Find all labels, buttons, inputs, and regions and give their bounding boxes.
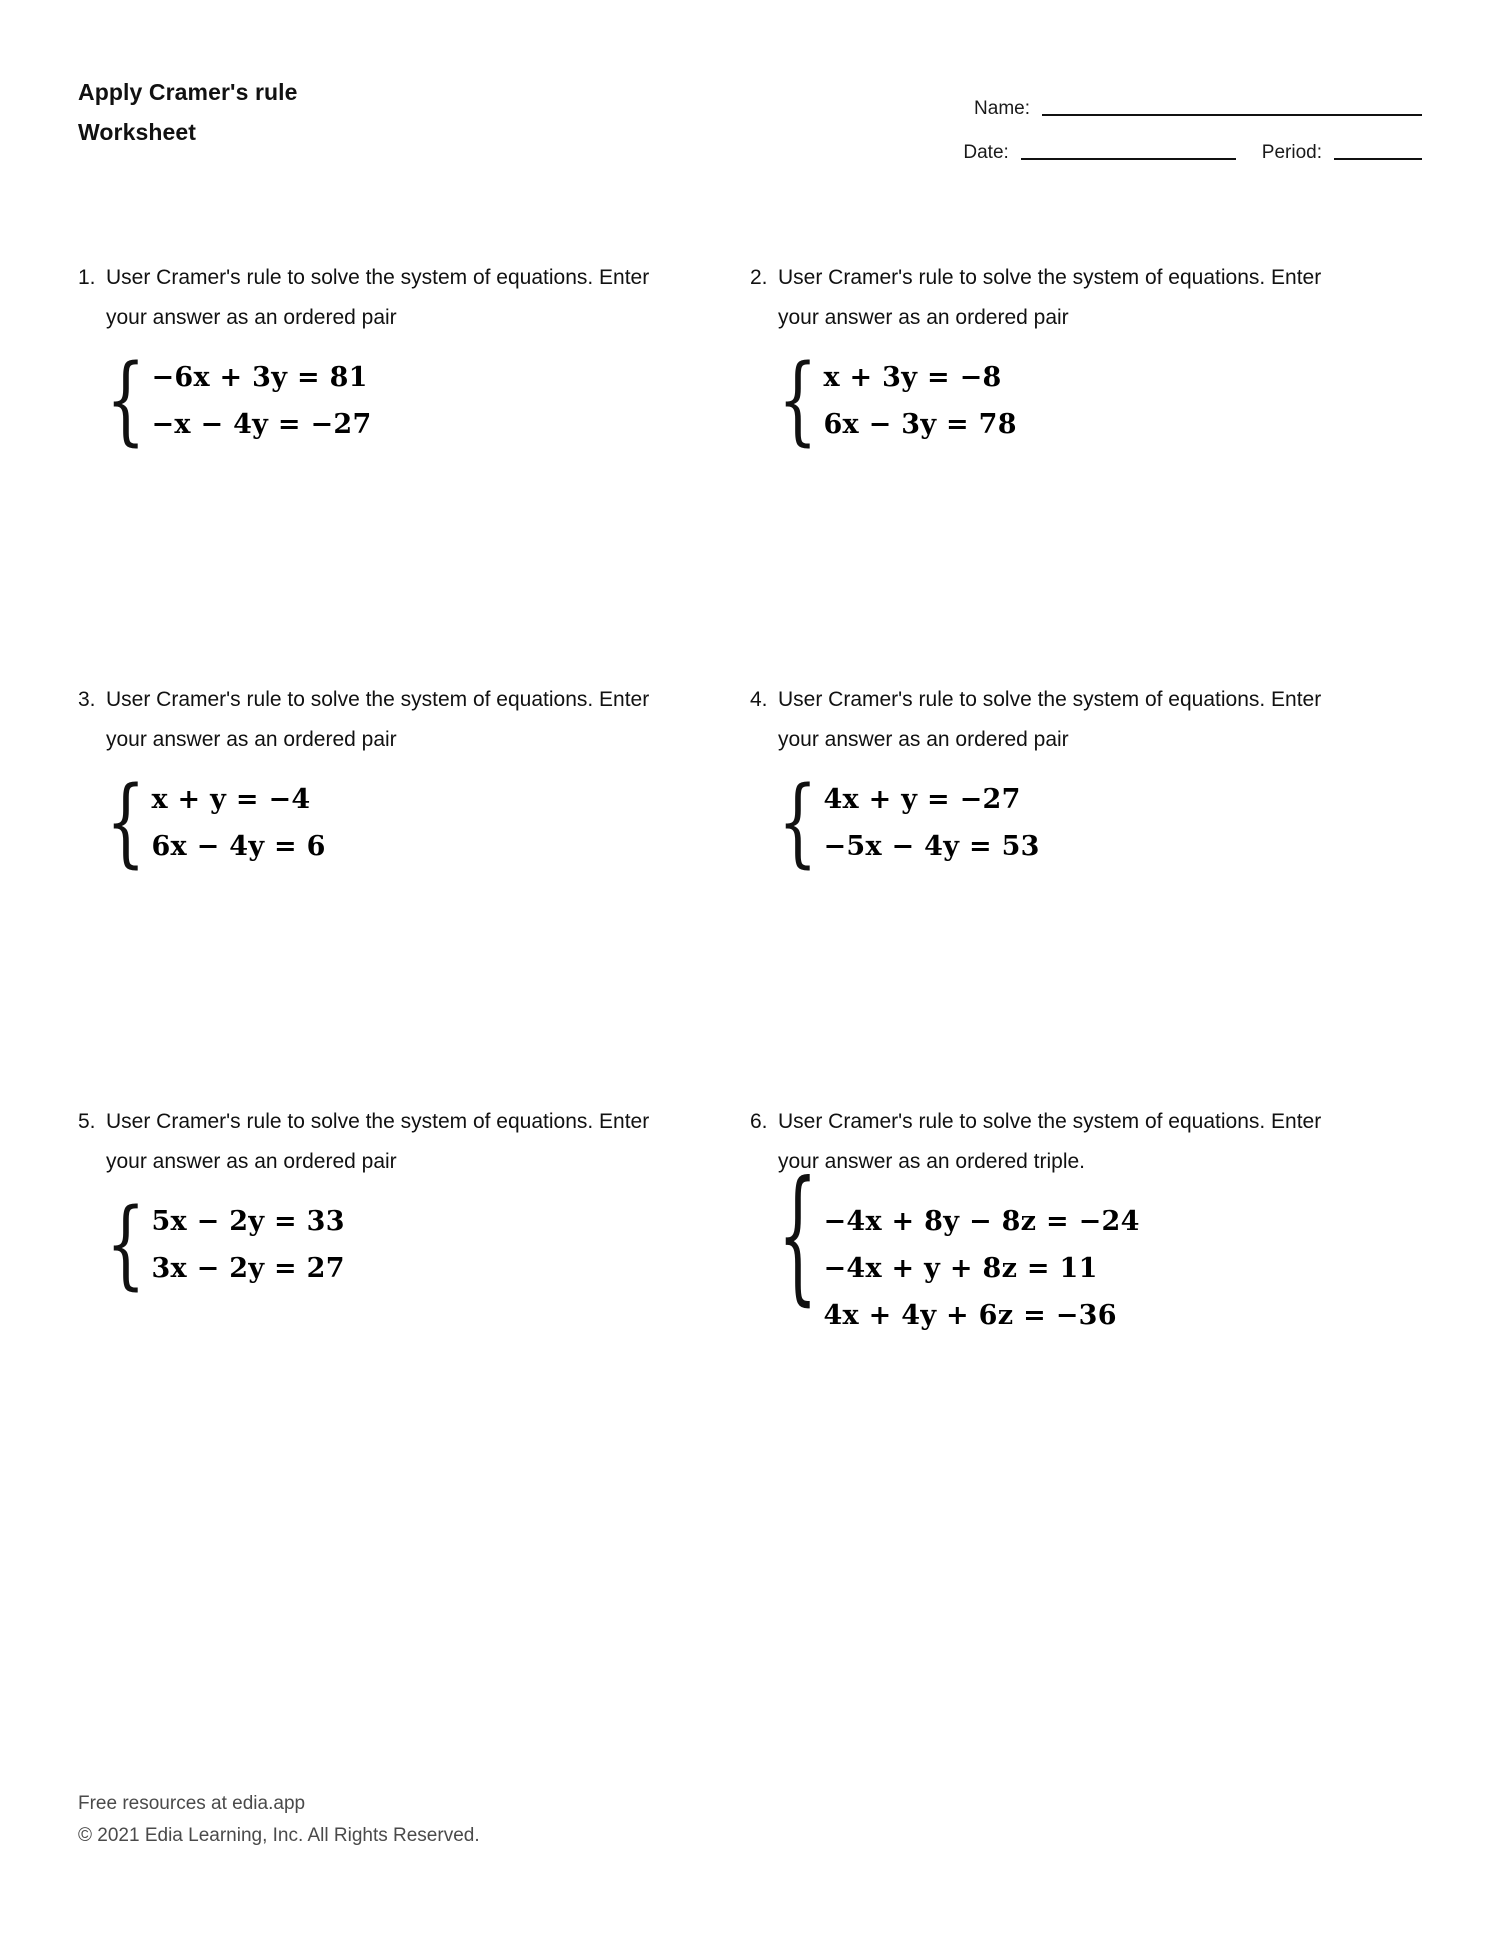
worksheet-title-line-2: Worksheet [78, 119, 197, 145]
worksheet-title-line-1: Apply Cramer's rule [78, 79, 298, 105]
equation: −6x + 3y = 81 [151, 362, 368, 393]
equation: −4x + y + 8z = 11 [823, 1253, 1098, 1284]
problem-5-prompt: User Cramer's rule to solve the system of equations. Enter your answer as an ordered pair [106, 1110, 650, 1173]
problem-4 [750, 680, 1422, 1102]
problem-6-system [778, 1148, 1392, 1339]
problem-4-heading [750, 680, 1392, 760]
problem-3-number: 3. [78, 688, 96, 711]
problem-2-heading [750, 258, 1392, 338]
problem-5-number: 5. [78, 1110, 96, 1133]
problem-4-number: 4. [750, 688, 768, 711]
problem-row [78, 680, 1422, 1102]
equation: x + 3y = −8 [823, 362, 1002, 393]
problem-1-prompt: User Cramer's rule to solve the system of equations. Enter your answer as an ordered pair [106, 266, 650, 329]
problem-1-number: 1. [78, 266, 96, 289]
problem-2-equations [823, 354, 1016, 448]
problem-row [78, 258, 1422, 680]
equation: 6x − 4y = 6 [151, 831, 326, 862]
equation: −5x − 4y = 53 [823, 831, 1040, 862]
problem-5-equations [151, 1198, 344, 1292]
left-brace-icon: { [778, 764, 818, 879]
problem-2 [750, 258, 1422, 680]
left-brace-icon: { [106, 342, 146, 457]
problem-6-number: 6. [750, 1110, 768, 1133]
problem-3-system [106, 764, 720, 879]
name-row [922, 78, 1422, 122]
problem-3-prompt: User Cramer's rule to solve the system of equations. Enter your answer as an ordered pair [106, 688, 650, 751]
left-brace-icon: { [106, 1186, 146, 1301]
problem-2-number: 2. [750, 266, 768, 289]
problem-6-heading [750, 1102, 1392, 1182]
student-info-block [922, 78, 1422, 166]
problem-1-equations [151, 354, 371, 448]
problem-3-heading [78, 680, 720, 760]
footer-resources-text: Free resources at edia.app [78, 1793, 306, 1814]
left-brace-icon: { [778, 1148, 818, 1320]
date-input-line[interactable] [1021, 158, 1236, 160]
page-title [78, 72, 598, 152]
problem-6-equations [823, 1198, 1139, 1339]
left-brace-icon: { [778, 342, 818, 457]
problem-4-equations [823, 776, 1039, 870]
problem-1-system [106, 342, 720, 457]
problem-5 [78, 1102, 750, 1532]
problem-4-system [778, 764, 1392, 879]
equation: 6x − 3y = 78 [823, 409, 1017, 440]
problem-3-equations [151, 776, 325, 870]
left-brace-icon: { [106, 764, 146, 879]
problem-3 [78, 680, 750, 1102]
problem-5-heading [78, 1102, 720, 1182]
date-label: Date: [963, 142, 1009, 163]
page-footer [78, 1788, 878, 1852]
problem-grid [78, 258, 1422, 1532]
equation: 3x − 2y = 27 [151, 1253, 345, 1284]
name-label: Name: [974, 98, 1030, 119]
period-input-line[interactable] [1334, 158, 1422, 160]
name-input-line[interactable] [1042, 114, 1422, 116]
problem-6 [750, 1102, 1422, 1532]
page-header [78, 72, 1422, 182]
equation: 4x + y = −27 [823, 784, 1021, 815]
equation: −4x + 8y − 8z = −24 [823, 1206, 1140, 1237]
problem-row [78, 1102, 1422, 1532]
period-label: Period: [1261, 142, 1322, 163]
equation: 5x − 2y = 33 [151, 1206, 345, 1237]
problem-6-prompt: User Cramer's rule to solve the system of equations. Enter your answer as an ordered triple. [778, 1110, 1322, 1173]
equation: x + y = −4 [151, 784, 311, 815]
problem-2-prompt: User Cramer's rule to solve the system of equations. Enter your answer as an ordered pair [778, 266, 1322, 329]
problem-1-heading [78, 258, 720, 338]
problem-1 [78, 258, 750, 680]
footer-copyright-text: © 2021 Edia Learning, Inc. All Rights Reserved. [78, 1825, 480, 1846]
equation: −x − 4y = −27 [151, 409, 372, 440]
equation: 4x + 4y + 6z = −36 [823, 1300, 1117, 1331]
problem-4-prompt: User Cramer's rule to solve the system of equations. Enter your answer as an ordered pair [778, 688, 1322, 751]
problem-5-system [106, 1186, 720, 1301]
problem-2-system [778, 342, 1392, 457]
date-period-row [922, 122, 1422, 166]
